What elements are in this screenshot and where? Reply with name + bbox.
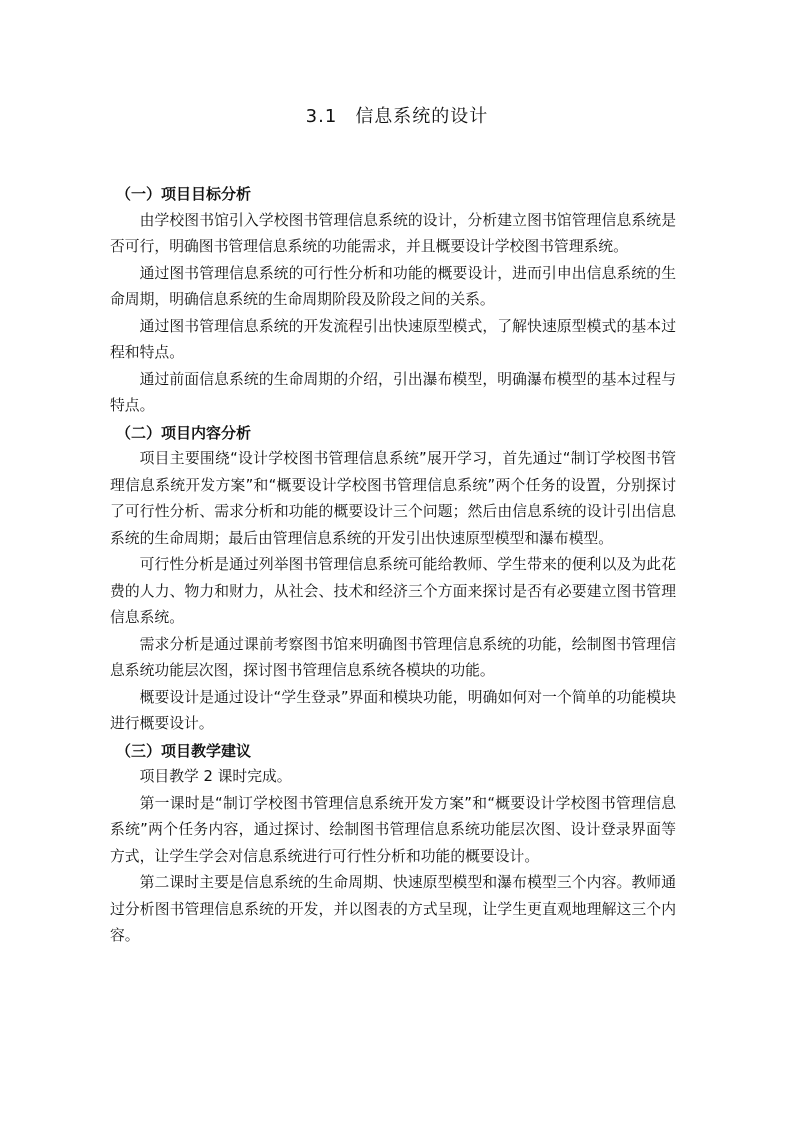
paragraph: 第一课时是“制订学校图书管理信息系统开发方案”和“概要设计学校图书管理信息系统”两个任务内容，通过探讨、绘制图书管理信息系统功能层次图、设计登录界面等方式，让学生学会对信息系统进行可行性分析和功能的概要设计。 <box>110 794 676 865</box>
page-title <box>0 103 794 131</box>
heading-content-analysis: （二）项目内容分析 <box>116 423 252 442</box>
paragraph: 通过图书管理信息系统的可行性分析和功能的概要设计，进而引申出信息系统的生命周期，明确信息系统的生命周期阶段及阶段之间的关系。 <box>110 264 676 308</box>
paragraph: 项目主要围绕“设计学校图书管理信息系统”展开学习，首先通过“制订学校图书管理信息系统开发方案”和“概要设计学校图书管理信息系统”两个任务的设置，分别探讨了可行性分析、需求分析和功能的概要设计三个问题；然后由信息系统的设计引出信息系统的生命周期；最后由管理信息系统的开发引出快速原型模型和瀑布模型。 <box>110 450 676 547</box>
paragraph: 通过图书管理信息系统的开发流程引出快速原型模式，了解快速原型模式的基本过程和特点。 <box>110 317 676 361</box>
heading-teaching-suggestions: （三）项目教学建议 <box>116 741 252 760</box>
paragraph: 第二课时主要是信息系统的生命周期、快速原型模型和瀑布模型三个内容。教师通过分析图书管理信息系统的开发，并以图表的方式呈现，让学生更直观地理解这三个内容。 <box>110 874 676 944</box>
section-number: 3.1 <box>305 106 338 127</box>
heading-goal-analysis: （一）项目目标分析 <box>116 185 252 203</box>
paragraph: 概要设计是通过设计“学生登录”界面和模块功能，明确如何对一个简单的功能模块进行概要设计。 <box>110 688 676 732</box>
paragraph: 通过前面信息系统的生命周期的介绍，引出瀑布模型，明确瀑布模型的基本过程与特点。 <box>110 370 676 414</box>
section-title: 信息系统的设计 <box>355 106 489 127</box>
paragraph: 由学校图书馆引入学校图书管理信息系统的设计，分析建立图书馆管理信息系统是否可行，明确图书管理信息系统的功能需求，并且概要设计学校图书管理系统。 <box>110 211 676 255</box>
document-body <box>110 181 676 950</box>
paragraph: 项目教学 2 课时完成。 <box>139 768 292 785</box>
paragraph: 可行性分析是通过列举图书管理信息系统可能给教师、学生带来的便利以及为此花费的人力、物力和财力，从社会、技术和经济三个方面来探讨是否有必要建立图书管理信息系统。 <box>110 556 676 626</box>
paragraph: 需求分析是通过课前考察图书馆来明确图书管理信息系统的功能，绘制图书管理信息系统功能层次图，探讨图书管理信息系统各模块的功能。 <box>110 635 676 679</box>
